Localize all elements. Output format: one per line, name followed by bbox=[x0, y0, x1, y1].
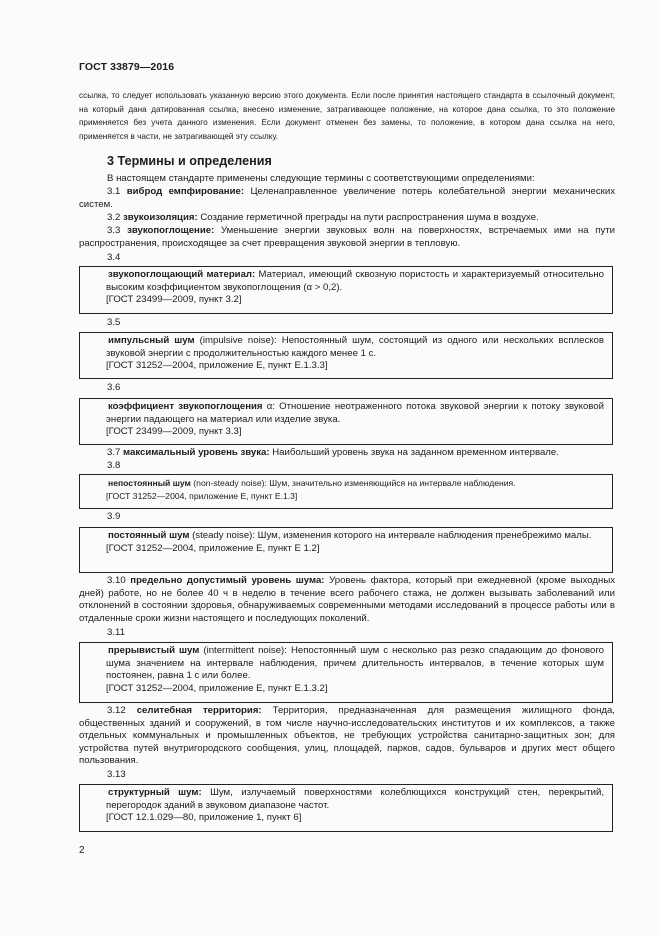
term-3-6-name: коэффициент звукопоглощения bbox=[108, 401, 263, 412]
term-3-9-text: постоянный шум (steady noise): Шум, изменения которого на интервале наблюдения пренебрежимо малы. bbox=[108, 530, 592, 541]
term-3-13-number: 3.13 bbox=[107, 769, 126, 780]
term-3-5-name: импульсный шум bbox=[108, 335, 195, 346]
term-3-8-source: [ГОСТ 31252—2004, приложение Е, пункт Е.1.3] bbox=[106, 490, 298, 501]
term-3-4-text: звукопоглощающий материал: Материал, имеющий сквозную пористость и характеризуемый относительно высоким коэффициентом звукопоглощения (α > 0,2). bbox=[106, 269, 604, 293]
term-3-11-source: [ГОСТ 31252—2004, приложение Е, пункт Е.1.3.2] bbox=[106, 682, 328, 694]
term-3-10: 3.10 предельно допустимый уровень шума: Уровень фактора, который при ежедневной (кроме выходных дней) работе, но не более 40 ч в неделю в течение всего рабочего стажа, не должен вызывать заболеваний или отклонений в состоянии здоровья, обнаруживаемых современными методами исследований в процессе работы или в отдаленные сроки жизни настоящего и последующих поколений. bbox=[79, 575, 616, 624]
term-3-7: 3.7 максимальный уровень звука: Наибольший уровень звука на заданном временном интервале. bbox=[107, 447, 559, 458]
page-header-title: ГОСТ 33879—2016 bbox=[79, 61, 175, 73]
term-3-4-box bbox=[79, 266, 613, 314]
term-3-4-name: звукопоглощающий материал: bbox=[108, 269, 256, 280]
term-3-13-box bbox=[79, 784, 613, 832]
term-3-5-text: импульсный шум (impulsive noise): Непостоянный шум, состоящий из одного или нескольких всплесков звуковой энергии с продолжительностью каждого менее 1 с. bbox=[106, 335, 604, 359]
term-3-8-number: 3.8 bbox=[107, 460, 121, 471]
term-3-2: 3.2 звукоизоляция: Создание герметичной преграды на пути распространения шума в воздухе. bbox=[107, 212, 539, 223]
term-3-1: 3.1 виброд емпфирование: Целенаправленное увеличение потерь колебательной энергии механических систем. bbox=[79, 186, 616, 210]
term-3-12-name: селитебная территория: bbox=[136, 705, 262, 716]
term-3-9-box bbox=[79, 527, 613, 573]
term-3-6-source: [ГОСТ 23499—2009, пункт 3.3] bbox=[106, 426, 242, 438]
term-3-7-name: максимальный уровень звука: bbox=[123, 447, 270, 458]
term-3-5-box bbox=[79, 332, 613, 379]
term-3-10-name: предельно допустимый уровень шума: bbox=[130, 575, 325, 586]
term-3-3: 3.3 звукопоглощение: Уменьшение энергии звуковых волн на поверхностях, встречаемых ими на пути распространения, происходящее за счет превращения звуковой энергии в тепловую. bbox=[79, 225, 616, 249]
section-title: 3 Термины и определения bbox=[107, 154, 272, 168]
term-3-11-box bbox=[79, 642, 613, 703]
term-3-12: 3.12 селитебная территория: Территория, предназначенная для размещения жилищного фонда, общественных зданий и сооружений, в том числе научно-исследовательских институтов и их комплексов, а также отдельных коммунальных и промышленных объектов, не требующих устройства санитарно-защитных зон; для устройства путей внутригородского сообщения, улиц, площадей, парков, садов, бульваров и других мест общего пользования. bbox=[79, 705, 615, 767]
term-3-11-number: 3.11 bbox=[107, 627, 125, 638]
term-3-13-name: структурный шум: bbox=[108, 787, 202, 798]
term-3-11-name: прерывистый шум bbox=[108, 645, 200, 656]
term-3-4-source: [ГОСТ 23499—2009, пункт 3.2] bbox=[106, 294, 242, 306]
term-3-11-text: прерывистый шум (intermittent noise): Непостоянный шум с несколько раз резко спадающим до фонового шума значением на интервале наблюдения, причем длительность интервалов, в течение которых шум постоянен, равна 1 с или более. bbox=[106, 645, 605, 682]
term-3-8-name: непостоянный шум bbox=[108, 478, 191, 488]
term-3-5-number: 3.5 bbox=[107, 317, 121, 328]
term-3-2-name: звукоизоляция: bbox=[123, 212, 198, 223]
term-3-8-text: непостоянный шум (non-steady noise): Шум, значительно изменяющийся на интервале наблюдения. bbox=[108, 478, 516, 488]
term-3-13-text: структурный шум: Шум, излучаемый поверхностями колеблющихся конструкций стен, перекрытий, перегородок зданий в звуковом диапазоне частот. bbox=[106, 787, 604, 811]
term-3-9-source: [ГОСТ 31252—2004, приложение Е, пункт Е 1.2] bbox=[106, 542, 320, 554]
section-lead: В настоящем стандарте применены следующие термины с соответствующими определениями: bbox=[107, 173, 535, 184]
term-3-4-number: 3.4 bbox=[107, 252, 121, 263]
term-3-5-source: [ГОСТ 31252—2004, приложение Е, пункт Е.1.3.3] bbox=[106, 360, 328, 372]
page-number: 2 bbox=[79, 845, 85, 856]
term-3-9-name: постоянный шум bbox=[108, 530, 190, 541]
term-3-6-box bbox=[79, 398, 613, 445]
term-3-1-name: виброд емпфирование: bbox=[126, 186, 245, 197]
intro-paragraph: ссылка, то следует использовать указанную версию этого документа. Если после принятия настоящего стандарта в ссылочный документ, на который дана датированная ссылка, внесено изменение, затрагивающее положение, на которое дана ссылка, то это положение применяется без учета данного изменения. Если документ отменен без замены, то положение, в котором дана ссылка на него, применяется в части, не затрагивающей эту ссылку. bbox=[79, 91, 615, 141]
term-3-6-text: коэффициент звукопоглощения α: Отношение неотраженного потока звуковой энергии к потоку звуковой энергии падающего на материал или изделие звука. bbox=[106, 401, 604, 425]
term-3-13-source: [ГОСТ 12.1.029—80, приложение 1, пункт 6] bbox=[106, 812, 302, 824]
term-3-6-number: 3.6 bbox=[107, 382, 121, 393]
term-3-3-name: звукопоглощение: bbox=[127, 225, 215, 236]
term-3-8-box bbox=[79, 474, 613, 509]
term-3-9-number: 3.9 bbox=[107, 511, 121, 522]
